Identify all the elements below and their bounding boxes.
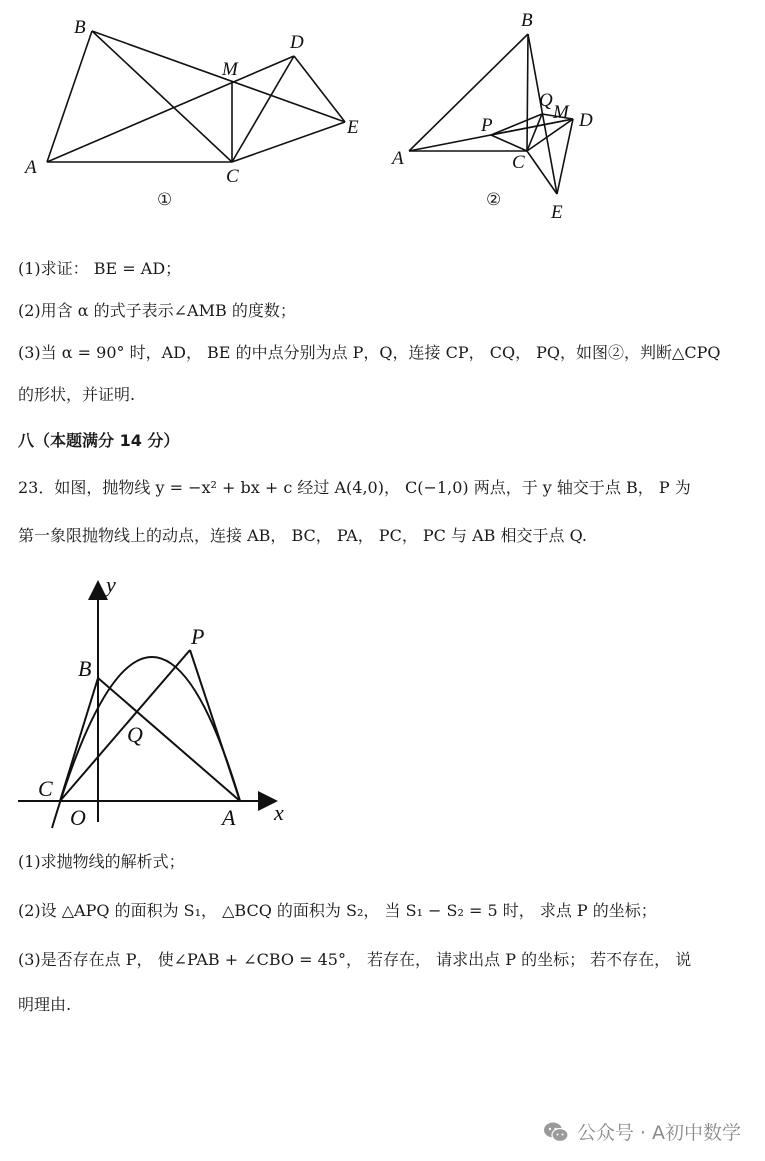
figure-2 (0, 0, 765, 230)
fig2-label-a: A (392, 148, 404, 169)
fig3-label-c: C (38, 776, 53, 801)
fig1-label-c: C (226, 166, 239, 187)
q23-part3-line1: (3)是否存在点 P， 使∠PAB + ∠CBO = 45°， 若存在， 请求出点 P 的坐标； 若不存在， 说 (18, 950, 692, 969)
fig1-label-a: A (25, 157, 37, 178)
watermark-text: 公众号 · A初中数学 (576, 1122, 741, 1144)
q23-part2: (2)设 △APQ 的面积为 S₁， △BCQ 的面积为 S₂， 当 S₁ − S₂ = 5 时， 求点 P 的坐标； (18, 901, 657, 920)
fig2-label-p: P (481, 115, 493, 136)
fig1-caption: ① (157, 190, 173, 210)
section-heading: 八（本题满分 14 分） (18, 431, 180, 450)
q23-part3-line2: 明理由. (18, 995, 72, 1014)
q23-part1: (1)求抛物线的解析式； (18, 852, 185, 871)
figure-3-diagram (0, 560, 320, 840)
q23-stem-line1: 23．如图，抛物线 y = −x² + bx + c 经过 A(4,0)， C(−1,0) 两点，于 y 轴交于点 B， P 为 (18, 478, 691, 497)
fig1-label-m: M (222, 59, 238, 80)
fig1-label-b: B (74, 17, 86, 38)
fig2-label-b: B (521, 10, 533, 31)
figure-3 (0, 560, 320, 840)
fig2-caption: ② (486, 190, 502, 210)
fig2-label-d: D (579, 110, 593, 131)
fig2-label-e: E (551, 202, 563, 223)
watermark (543, 1118, 741, 1145)
axis-y-label: y (106, 572, 116, 597)
fig3-label-p: P (191, 624, 205, 649)
q22-part3-line2: 的形状，并证明. (18, 385, 136, 404)
fig2-label-c: C (512, 152, 525, 173)
q23-stem-line2: 第一象限抛物线上的动点，连接 AB， BC， PA， PC， PC 与 AB 相交于点 Q. (18, 526, 587, 545)
axis-x-label: x (274, 800, 284, 825)
figure-2-diagram (0, 0, 765, 230)
q22-part2: (2)用含 α 的式子表示∠AMB 的度数； (18, 301, 296, 320)
fig3-label-o: O (70, 805, 86, 830)
fig3-label-q: Q (127, 722, 143, 747)
q22-part1: (1)求证： BE = AD； (18, 259, 182, 278)
wechat-icon (543, 1121, 569, 1143)
q22-part3-line1: (3)当 α = 90° 时，AD， BE 的中点分别为点 P，Q，连接 CP， CQ， PQ，如图②，判断△CPQ (18, 343, 721, 362)
fig3-label-b: B (78, 656, 92, 681)
fig2-label-q: Q (539, 90, 553, 111)
fig2-label-m: M (553, 102, 569, 123)
fig1-label-d: D (290, 32, 304, 53)
fig1-label-e: E (347, 117, 359, 138)
fig3-label-a: A (222, 805, 236, 830)
